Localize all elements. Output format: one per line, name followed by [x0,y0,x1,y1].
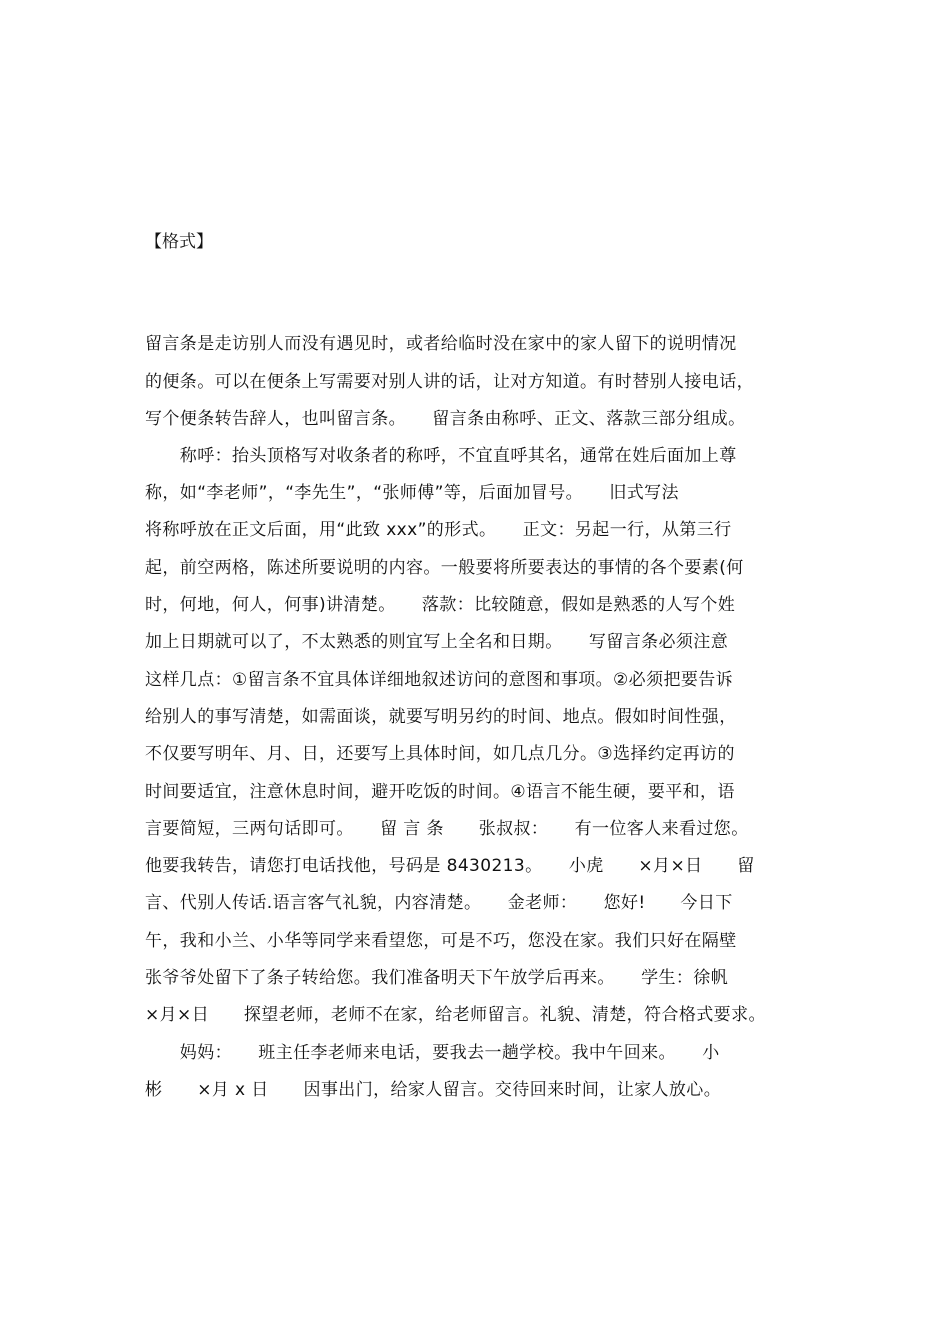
body-line-18: 张爷爷处留下了条子转给您。我们准备明天下午放学后再来。 学生：徐帆 [145,968,729,988]
body-line-16: 言、代别人传话.语言客气礼貌，内容清楚。 金老师： 您好! 今日下 [145,893,733,913]
body-line-11: 给别人的事写清楚，如需面谈，就要写明另约的时间、地点。假如时间性强， [145,707,737,727]
body-line-5: 称，如“李老师”，“李先生”，“张师傅”等，后面加冒号。 旧式写法 [145,483,679,503]
body-line-17: 午，我和小兰、小华等同学来看望您，可是不巧，您没在家。我们只好在隔壁 [145,931,737,951]
body-line-1: 留言条是走访别人而没有遇见时，或者给临时没在家中的家人留下的说明情况 [145,334,737,354]
body-line-20: 妈妈： 班主任李老师来电话，要我去一趟学校。我中午回来。 小 [145,1043,720,1063]
section-heading: 【格式】 [145,232,213,252]
body-line-2: 的便条。可以在便条上写需要对别人讲的话，让对方知道。有时替别人接电话， [145,372,754,392]
body-line-12: 不仅要写明年、月、日，还要写上具体时间，如几点几分。③选择约定再访的 [145,744,735,764]
body-line-15: 他要我转告，请您打电话找他，号码是 8430213。 小虎 ×月×日 留 [145,856,755,876]
body-line-3: 写个便条转告辞人，也叫留言条。 留言条由称呼、正文、落款三部分组成。 [145,409,746,429]
body-line-21: 彬 ×月 x 日 因事出门，给家人留言。交待回来时间，让家人放心。 [145,1080,722,1100]
body-line-4: 称呼：抬头顶格写对收条者的称呼，不宜直呼其名，通常在姓后面加上尊 [145,446,737,466]
body-line-14: 言要简短，三两句话即可。 留 言 条 张叔叔： 有一位客人来看过您。 [145,819,749,839]
body-line-10: 这样几点：①留言条不宜具体详细地叙述访问的意图和事项。②必须把要告诉 [145,670,734,690]
body-line-7: 起，前空两格，陈述所要说明的内容。一般要将所要表达的事情的各个要素(何 [145,558,744,578]
body-line-19: ×月×日 探望老师，老师不在家，给老师留言。礼貌、清楚，符合格式要求。 [145,1005,766,1025]
body-line-6: 将称呼放在正文后面，用“此致 xxx”的形式。 正文：另起一行，从第三行 [145,520,732,540]
body-line-9: 加上日期就可以了，不太熟悉的则宜写上全名和日期。 写留言条必须注意 [145,632,729,652]
body-line-13: 时间要适宜，注意休息时间，避开吃饭的时间。④语言不能生硬，要平和，语 [145,782,735,802]
body-line-8: 时，何地，何人，何事)讲清楚。 落款：比较随意，假如是熟悉的人写个姓 [145,595,736,615]
